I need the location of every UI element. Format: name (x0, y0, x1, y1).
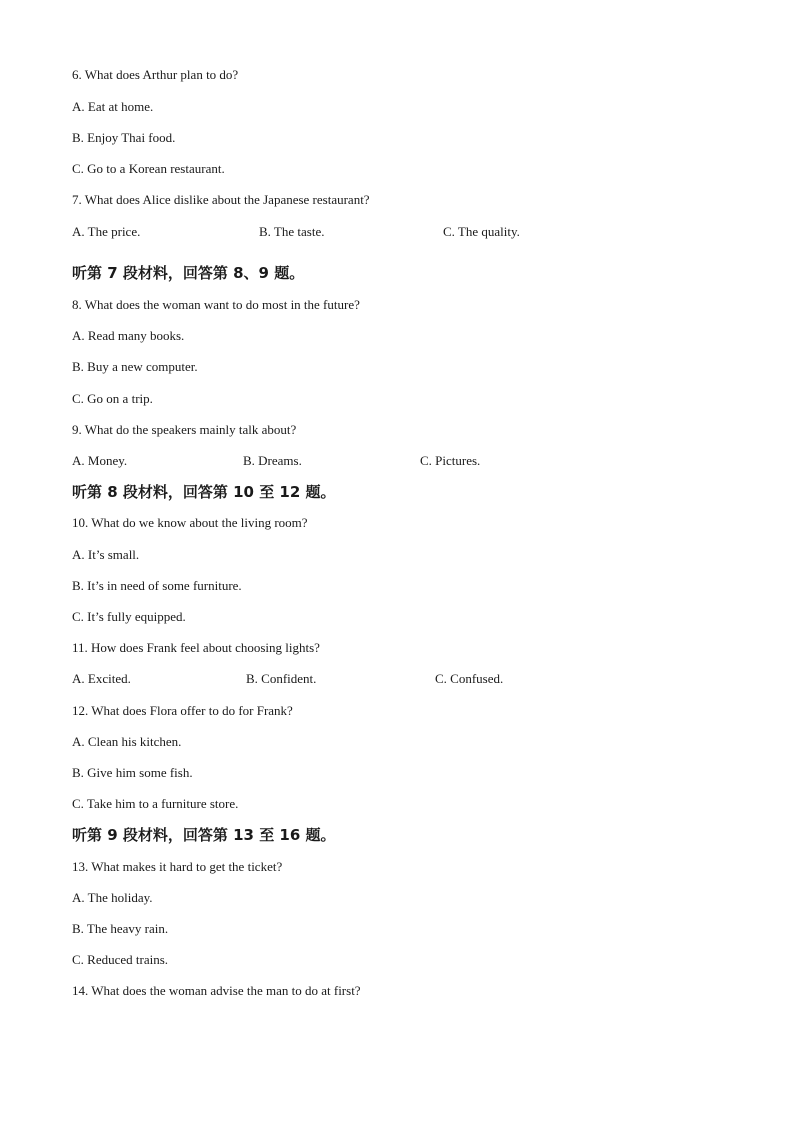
question-7-option-b: B. The taste. (259, 224, 325, 239)
question-9-option-a: A. Money. (72, 453, 128, 468)
question-10: 10. What do we know about the living room? (72, 515, 308, 530)
question-8-option-a: A. Read many books. (72, 328, 185, 343)
section-7-heading: 听第 7 段材料，回答第 8、9 题。 (72, 264, 305, 282)
question-11-option-c: C. Confused. (435, 671, 504, 686)
question-7-options (72, 221, 532, 243)
question-8-option-c: C. Go on a trip. (72, 391, 153, 406)
question-12-option-c: C. Take him to a furniture store. (72, 796, 239, 811)
question-7: 7. What does Alice dislike about the Japanese restaurant? (72, 192, 370, 207)
question-8: 8. What does the woman want to do most in the future? (72, 297, 360, 312)
question-13-option-a: A. The holiday. (72, 890, 153, 905)
question-13-option-b: B. The heavy rain. (72, 921, 169, 936)
question-9-options (72, 450, 512, 472)
question-9-option-b: B. Dreams. (243, 453, 302, 468)
question-6-option-a: A. Eat at home. (72, 99, 154, 114)
section-9-heading: 听第 9 段材料，回答第 13 至 16 题。 (72, 826, 336, 844)
question-9: 9. What do the speakers mainly talk about? (72, 422, 297, 437)
question-12: 12. What does Flora offer to do for Frank? (72, 703, 293, 718)
question-11: 11. How does Frank feel about choosing lights? (72, 640, 320, 655)
question-9-option-c: C. Pictures. (420, 453, 481, 468)
question-8-option-b: B. Buy a new computer. (72, 359, 198, 374)
question-10-option-a: A. It’s small. (72, 547, 140, 562)
question-11-option-b: B. Confident. (246, 671, 317, 686)
section-8-heading: 听第 8 段材料，回答第 10 至 12 题。 (72, 483, 336, 501)
question-13-option-c: C. Reduced trains. (72, 952, 169, 967)
question-7-option-c: C. The quality. (443, 224, 520, 239)
question-11-option-a: A. Excited. (72, 671, 131, 686)
question-11-options (72, 668, 532, 690)
question-13: 13. What makes it hard to get the ticket? (72, 859, 283, 874)
question-10-option-c: C. It’s fully equipped. (72, 609, 186, 624)
question-6-option-c: C. Go to a Korean restaurant. (72, 161, 225, 176)
question-6: 6. What does Arthur plan to do? (72, 67, 239, 82)
question-12-option-a: A. Clean his kitchen. (72, 734, 182, 749)
question-14: 14. What does the woman advise the man to do at first? (72, 983, 361, 998)
question-12-option-b: B. Give him some fish. (72, 765, 193, 780)
question-6-option-b: B. Enjoy Thai food. (72, 130, 176, 145)
question-10-option-b: B. It’s in need of some furniture. (72, 578, 242, 593)
question-7-option-a: A. The price. (72, 224, 141, 239)
